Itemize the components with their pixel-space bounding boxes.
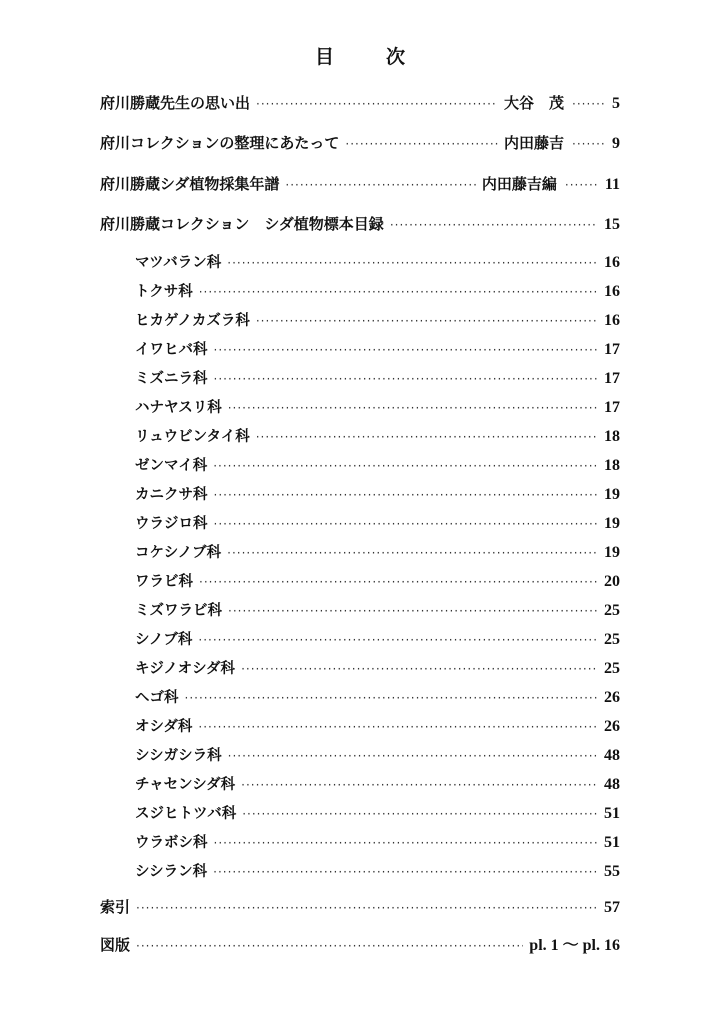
toc-family-entry[interactable] <box>135 309 620 330</box>
toc-entry[interactable] <box>100 213 620 234</box>
leader-dots <box>185 691 599 705</box>
leader-dots <box>199 575 598 589</box>
leader-dots <box>214 836 599 850</box>
toc-entry-page: 15 <box>604 216 620 233</box>
toc-family-entry[interactable] <box>135 773 620 794</box>
family-page: 25 <box>604 602 620 619</box>
toc-entry-label: 府川勝蔵先生の思い出 <box>100 94 251 112</box>
toc-family-entry[interactable] <box>135 802 620 823</box>
toc-family-entry[interactable] <box>135 541 620 562</box>
leader-dots <box>241 662 598 676</box>
toc-family-entry[interactable] <box>135 280 620 301</box>
title-char-2: 次 <box>386 46 406 68</box>
leader-dots <box>228 749 598 763</box>
family-label: ウラジロ科 <box>135 516 208 532</box>
family-page: 19 <box>604 486 620 503</box>
family-label: ミズワラビ科 <box>135 603 222 619</box>
toc-family-entry[interactable] <box>135 715 620 736</box>
family-label: コケシノブ科 <box>135 545 222 561</box>
leader-dots <box>198 720 598 734</box>
family-label: シシガシラ科 <box>135 748 222 764</box>
leader-dots <box>214 488 599 502</box>
family-label: トクサ科 <box>135 284 193 300</box>
family-page: 16 <box>604 312 620 329</box>
leader-dots <box>213 865 598 879</box>
toc-entry-page: 9 <box>612 135 620 152</box>
leader-dots <box>572 137 604 151</box>
leader-dots <box>256 430 598 444</box>
family-label: カニクサ科 <box>135 487 208 503</box>
leader-dots <box>227 256 598 270</box>
leader-dots <box>241 778 598 792</box>
leader-dots <box>256 314 598 328</box>
family-page: 17 <box>604 370 620 387</box>
toc-family-entry[interactable] <box>135 251 620 272</box>
toc-entry[interactable] <box>100 173 620 194</box>
leader-dots <box>345 137 498 151</box>
toc-entry-index[interactable] <box>100 896 620 917</box>
family-page: 25 <box>604 660 620 677</box>
leader-dots <box>213 459 598 473</box>
toc-entry[interactable] <box>100 92 620 113</box>
family-page: 16 <box>604 254 620 271</box>
leader-dots <box>285 178 475 192</box>
family-label: リュウビンタイ科 <box>135 429 250 445</box>
leader-dots <box>256 97 498 111</box>
toc-entry-page: 11 <box>604 176 620 193</box>
family-label: ウラボシ科 <box>135 835 208 851</box>
toc-entry-author: 大谷 茂 <box>503 94 564 112</box>
leader-dots <box>227 546 598 560</box>
leader-dots <box>199 285 598 299</box>
toc-entry-page: pl. 1 ～ pl. 16 <box>529 937 620 954</box>
family-label: ワラビ科 <box>135 574 193 590</box>
family-label: ヘゴ科 <box>135 690 179 706</box>
leader-dots <box>136 901 598 915</box>
leader-dots <box>214 517 599 531</box>
family-page: 55 <box>604 863 620 880</box>
leader-dots <box>572 97 604 111</box>
toc-entry-label: 府川勝蔵シダ植物採集年譜 <box>100 175 280 193</box>
leader-dots <box>136 939 523 953</box>
family-label: スジヒトツバ科 <box>135 806 237 822</box>
toc-entry-plates[interactable] <box>100 932 620 955</box>
page-title <box>0 42 720 69</box>
family-label: オシダ科 <box>135 719 193 735</box>
toc-entry-label: 図版 <box>100 936 131 954</box>
leader-dots <box>198 633 598 647</box>
family-page: 17 <box>604 341 620 358</box>
leader-dots <box>242 807 598 821</box>
family-label: ヒカゲノカズラ科 <box>135 313 250 329</box>
family-page: 17 <box>604 399 620 416</box>
toc-entry-page: 5 <box>612 95 620 112</box>
family-label: チャセンシダ科 <box>135 777 236 793</box>
family-label: シノブ科 <box>135 632 193 648</box>
toc-family-entry[interactable] <box>135 338 620 359</box>
family-page: 19 <box>604 515 620 532</box>
toc-family-entry[interactable] <box>135 657 620 678</box>
title-char-1: 目 <box>314 46 334 68</box>
family-label: シシラン科 <box>135 864 208 880</box>
family-label: イワヒバ科 <box>135 342 208 358</box>
family-page: 48 <box>604 747 620 764</box>
toc-family-entry[interactable] <box>135 860 620 881</box>
toc-family-entry[interactable] <box>135 831 620 852</box>
toc-family-entry[interactable] <box>135 483 620 504</box>
toc-family-entry[interactable] <box>135 367 620 388</box>
family-page: 20 <box>604 573 620 590</box>
leader-dots <box>390 218 598 232</box>
family-page: 51 <box>604 805 620 822</box>
leader-dots <box>214 372 599 386</box>
toc-entry-label: 索引 <box>100 898 131 916</box>
toc-family-entry[interactable] <box>135 396 620 417</box>
family-label: マツバラン科 <box>135 255 222 271</box>
family-page: 25 <box>604 631 620 648</box>
family-page: 51 <box>604 834 620 851</box>
family-label: ハナヤスリ科 <box>135 400 222 416</box>
family-page: 18 <box>604 457 620 474</box>
family-page: 19 <box>604 544 620 561</box>
family-label: ゼンマイ科 <box>135 458 208 474</box>
family-page: 16 <box>604 283 620 300</box>
family-label: キジノオシダ科 <box>135 661 236 677</box>
leader-dots <box>228 604 598 618</box>
toc-family-entry[interactable] <box>135 744 620 765</box>
toc-family-entry[interactable] <box>135 599 620 620</box>
family-page: 18 <box>604 428 620 445</box>
toc-entry-label: 府川勝蔵コレクション シダ植物標本目録 <box>100 215 384 233</box>
toc-family-entry[interactable] <box>135 628 620 649</box>
toc-entry-page: 57 <box>604 899 620 916</box>
toc-entry-author: 内田藤吉 <box>503 134 564 152</box>
family-page: 26 <box>604 718 620 735</box>
family-page: 48 <box>604 776 620 793</box>
toc-family-entry[interactable] <box>135 512 620 533</box>
leader-dots <box>214 343 599 357</box>
toc-family-entry[interactable] <box>135 425 620 446</box>
toc-family-entry[interactable] <box>135 686 620 707</box>
family-page: 26 <box>604 689 620 706</box>
toc-family-entry[interactable] <box>135 454 620 475</box>
leader-dots <box>565 178 597 192</box>
toc-family-entry[interactable] <box>135 570 620 591</box>
family-label: ミズニラ科 <box>135 371 208 387</box>
leader-dots <box>228 401 598 415</box>
toc-entry-label: 府川コレクションの整理にあたって <box>100 134 340 152</box>
toc-entry[interactable] <box>100 132 620 153</box>
toc-entry-author: 内田藤吉編 <box>481 175 557 193</box>
